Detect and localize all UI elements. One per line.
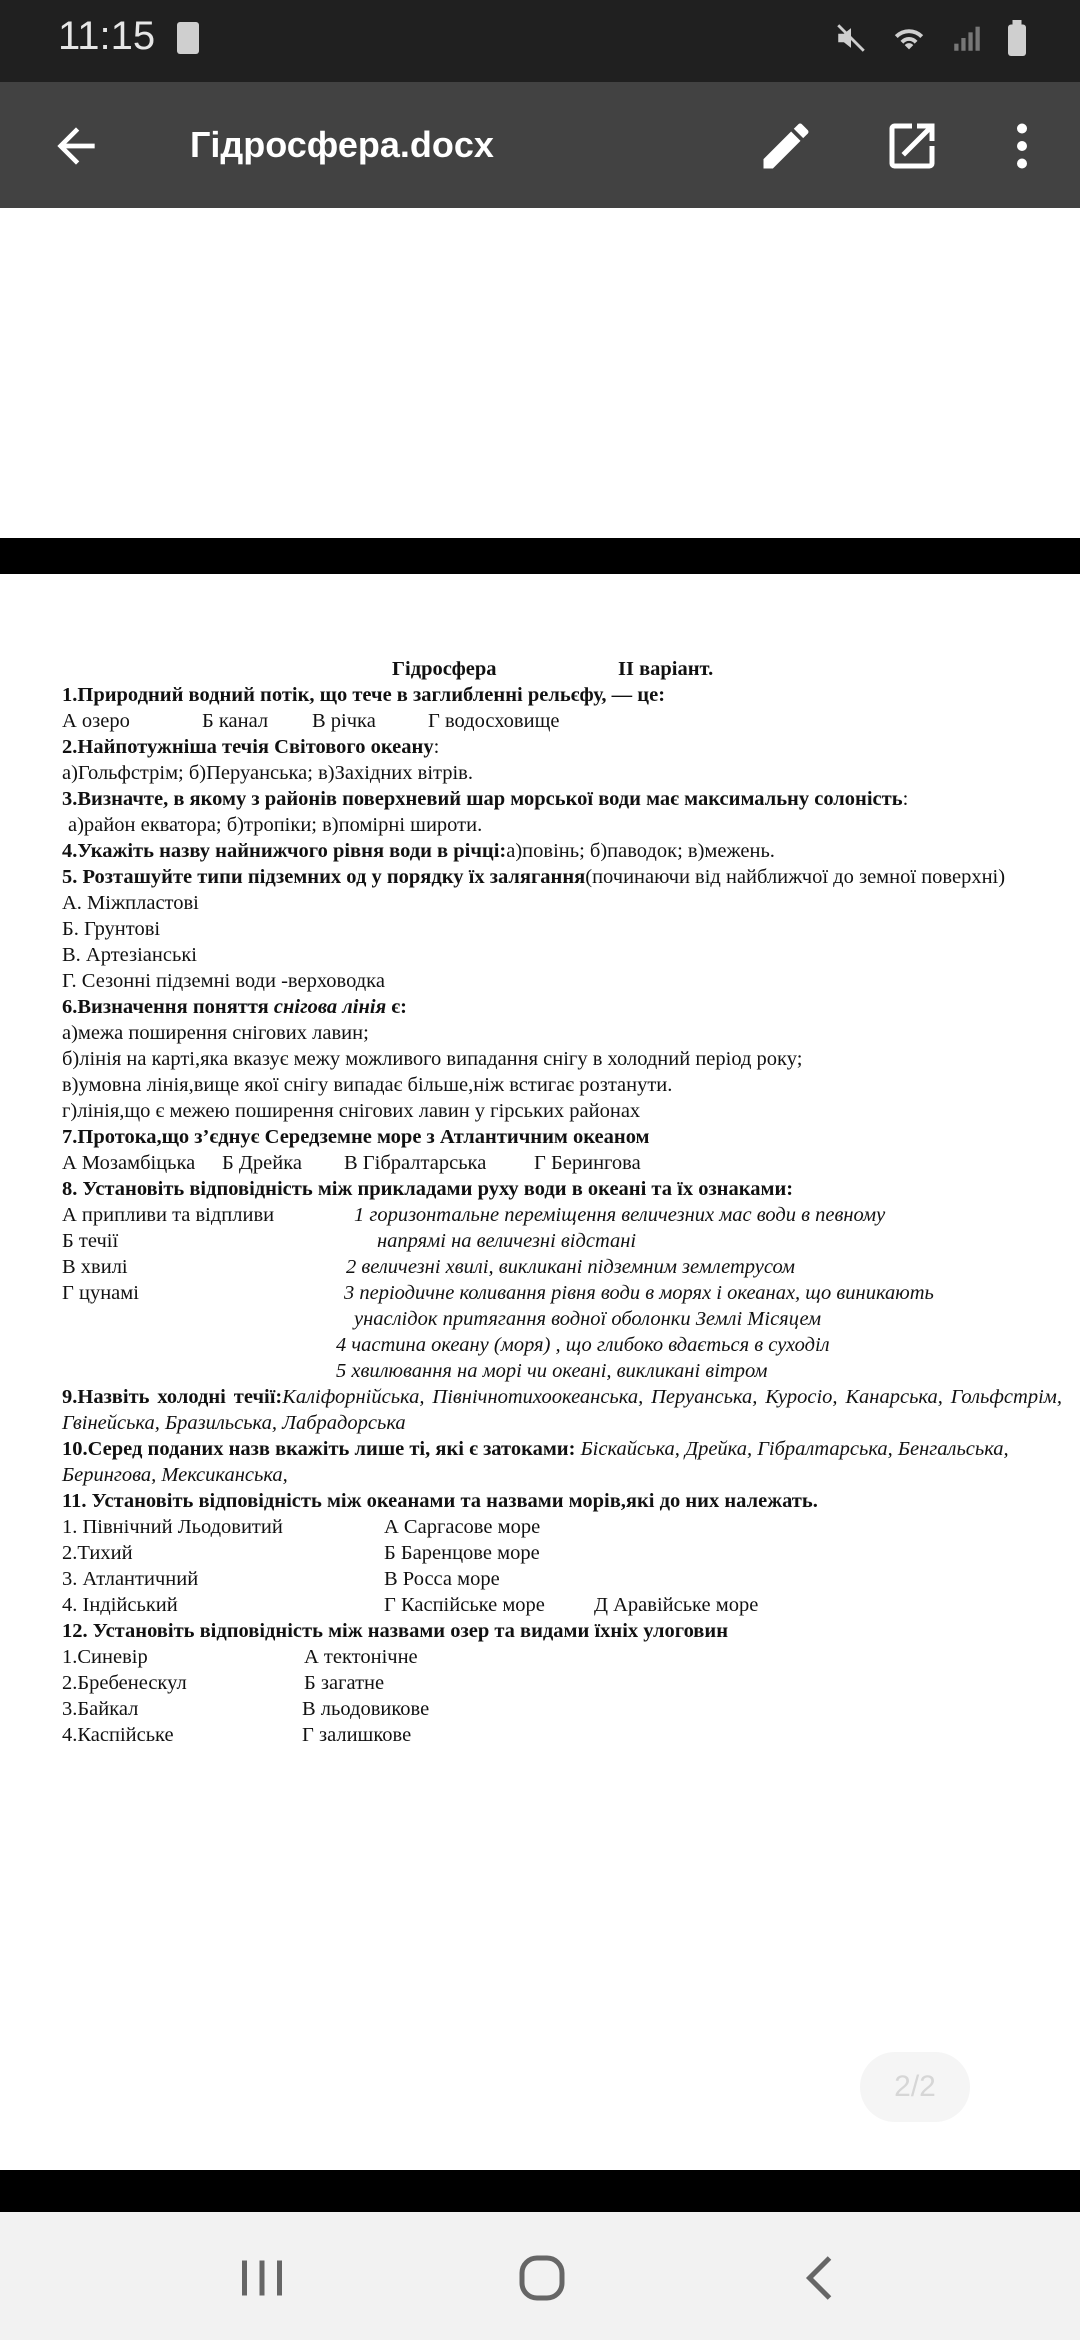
q11-right: Б Баренцове море [384,1542,540,1564]
document-page[interactable] [0,574,1080,2170]
q7-options: А Мозамбіцька Б Дрейка В Гібралтарська Г Берингова [62,1152,641,1174]
edit-pencil-icon[interactable] [756,116,816,176]
question-4: 4.Укажіть назву найнижчого рівня води в річці: [62,840,507,862]
question-3: 3.Визначте, в якому з районів поверхневий шар морської води має максимальну солоність [62,788,903,810]
q12-right: Г залишкове [302,1724,412,1746]
q5-item: А. Міжпластові [62,892,199,914]
document-title: Гідросфера.docx [190,124,494,165]
question-12: 12. Установіть відповідність між назвами озер та видами їхніх улоговин [62,1620,728,1642]
q8-right: 4 частина океану (моря) , що глибоко вдається в суходіл [336,1334,830,1356]
page-indicator: 2/2 [860,2052,970,2122]
q12-left: 3.Байкал [62,1698,139,1720]
q10-list: Біскайська, Дрейка, Гібралтарська, Бенгальська, Берингова, Мексиканська, [62,1438,1009,1486]
more-options-icon[interactable] [992,116,1052,176]
system-nav-bar [0,2212,1080,2340]
q11-left: 1. Північний Льодовитий [62,1516,283,1538]
recent-apps-icon[interactable] [232,2248,292,2308]
signal-icon [950,21,984,55]
q8-left: В хвилі [62,1256,128,1278]
question-10: 10.Серед поданих назв вкажіть лише ті, які є затоками: [62,1438,576,1460]
question-11: 11. Установіть відповідність між океанами та назвами морів,які до них належать. [62,1490,818,1512]
doc-header-variant: ІІ варіант. [618,658,714,680]
q8-right: 1 горизонтальне переміщення величезних мас води в певному [354,1204,886,1226]
question-9: 9.Назвіть холодні течії: [62,1386,283,1408]
wifi-icon [890,21,928,55]
document-text: Гідросфера ІІ варіант. 1.Природний водний потік, що тече в заглибленні рельєфу, — це: А озеро Б канал В річка Г водосховище 2.Найпотужніша течія Світового океану: а)Гольфстрім; б)Перуанська; в)Західних вітрів. 3.Визначте, в якому з районів поверхневий шар морської води має максимальну солоність: а)район екватора; б)тропіки; в)помірні широти. 4.Укажіть назву найнижчого рівня води в річці:а)повінь; б)паводок; в)межень. 5. Розташуйте типи підземних од у порядку їх залягання(починаючи від найближчої до земної поверхні) А. Міжпластові Б. Грунтові В. Артезіанські Г. Сезонні підземні води -верховодка 6.Визначення поняття снігова лінія є: а)межа поширення снігових лавин; б)лінія на карті,яка вказує межу можливого випадання снігу в холодний період року; в)умовна лінія,вище якої снігу випадає більше,ніж встигає розтанути. г)лінія,що є межею поширення снігових лавин у гірських районах 7.Протока,що з’єднує Середземне море з Атлантичним океаном А Мозамбіцька Б Дрейка В Гібралтарська Г Берингова 8. Установіть відповідність між прикладами руху води в океані та їх ознаками: А припливи та відпливи 1 горизонтальне переміщення величезних мас води в певному Б течії напрямі на величезні відстані В хвилі 2 величезні хвилі, викликані підземним землетрусом Г цунамі 3 періодичне коливання рівня води в морях і океанах, що виникають унаслідок притягання водної оболонки Землі Місяцем 4 частина океану (моря) , що глибоко вдається в суходіл 5 хвилювання на морі чи океані, викликані вітром 9.Назвіть холодні течії:Каліфорнійська, Північнотихоокеанська, Перуанська, Куросіо, Канарська, Гольфстрім, Гвінейська, Бразильська, Лабрадорська 10.Серед поданих назв вкажіть лише ті, які є затоками: Біскайська, Дрейка, Гібралтарська, Бенгальська, Берингова, Мексиканська, 11. Установіть відповідність між океанами та назвами морів,які до них належать. 1. Північний Льодовитий А Саргасове море 2.Тихий Б Баренцове море 3. Атлантичний В Росса море 4. Індійський Г Каспійське море Д Аравійське море 12. Установіть відповідність між назвами озер та видами їхніх улоговин 1.Синевір А тектонічне 2.Бребенескул Б загатне 3.Байкал В льодовикове 4.Каспійське Г залишкове [62,658,1062,1746]
q8-right: унаслідок притягання водної оболонки Землі Місяцем [354,1308,822,1330]
sim-card-icon [177,22,199,54]
q11-left: 3. Атлантичний [62,1568,199,1590]
q6-term: снігова лінія [273,996,387,1018]
back-arrow-icon[interactable] [48,118,104,174]
question-8: 8. Установіть відповідність між прикладами руху води в океані та їх ознаками: [62,1178,794,1200]
q11-right: Г Каспійське море [384,1594,545,1616]
status-time: 11:15 [58,14,156,58]
previous-page-bottom [0,208,1080,538]
q12-left: 1.Синевір [62,1646,148,1668]
status-bar [0,0,1080,82]
q8-right: 5 хвилювання на морі чи океані, викликані вітром [336,1360,768,1382]
q12-right: В льодовикове [302,1698,430,1720]
q12-left: 2.Бребенескул [62,1672,187,1694]
doc-header-title: Гідросфера [392,658,497,680]
mute-icon [834,21,868,55]
q11-left: 4. Індійський [62,1594,178,1616]
q12-left: 4.Каспійське [62,1724,174,1746]
back-nav-icon[interactable] [792,2248,852,2308]
q11-right: В Росса море [384,1568,500,1590]
q6-item: б)лінія на карті,яка вказує межу можливого випадання снігу в холодний період року; [62,1048,803,1070]
q4-options: а)повінь; б)паводок; в)межень. [506,840,775,862]
q2-options: а)Гольфстрім; б)Перуанська; в)Західних вітрів. [62,762,473,784]
question-7: 7.Протока,що з’єднує Середземне море з Атлантичним океаном [62,1126,650,1148]
q11-right: А Саргасове море [384,1516,541,1538]
battery-icon [1006,20,1028,56]
q11-left: 2.Тихий [62,1542,133,1564]
q8-right: 3 періодичне коливання рівня води в морях і океанах, що виникають [344,1282,934,1304]
q8-right: 2 величезні хвилі, викликані підземним землетрусом [346,1256,796,1278]
q5-item: Г. Сезонні підземні води -верховодка [62,970,385,992]
q6-item: г)лінія,що є межею поширення снігових лавин у гірських районах [62,1100,641,1122]
q11-extra: Д Аравійське море [594,1594,759,1616]
q8-left: Б течії [62,1230,119,1252]
question-6: 6.Визначення поняття [62,996,269,1018]
page-separator [0,538,1080,574]
open-external-icon[interactable] [882,116,942,176]
q5-item: В. Артезіанські [62,944,197,966]
question-2: 2.Найпотужніша течія Світового океану [62,736,434,758]
q9-list: Каліфорнійська, Північнотихоокеанська, Перуанська, Куросіо, Канарська, Гольфстрім, Гвінейська, Бразильська, Лабрадорська [62,1386,1062,1434]
question-5: 5. Розташуйте типи підземних од у порядку їх залягання [62,866,586,888]
q3-options: а)район екватора; б)тропіки; в)помірні широти. [68,814,483,836]
q12-right: А тектонічне [304,1646,418,1668]
q8-left: Г цунамі [62,1282,139,1304]
q8-right: напрямі на величезні відстані [377,1230,637,1252]
app-bar [0,82,1080,208]
page-separator-bottom [0,2170,1080,2212]
home-icon[interactable] [512,2248,572,2308]
q8-left: А припливи та відпливи [62,1204,275,1226]
question-1: 1.Природний водний потік, що тече в заглибленні рельєфу, — це: [62,684,666,706]
q1-options: А озеро Б канал В річка Г водосховище [62,710,560,732]
q6-item: а)межа поширення снігових лавин; [62,1022,369,1044]
q5-item: Б. Грунтові [62,918,161,940]
q6-item: в)умовна лінія,вище якої снігу випадає більше,ніж встигає розтанути. [62,1074,673,1096]
q5-note: (починаючи від найближчої до земної поверхні) [585,866,1006,888]
q12-right: Б загатне [304,1672,385,1694]
